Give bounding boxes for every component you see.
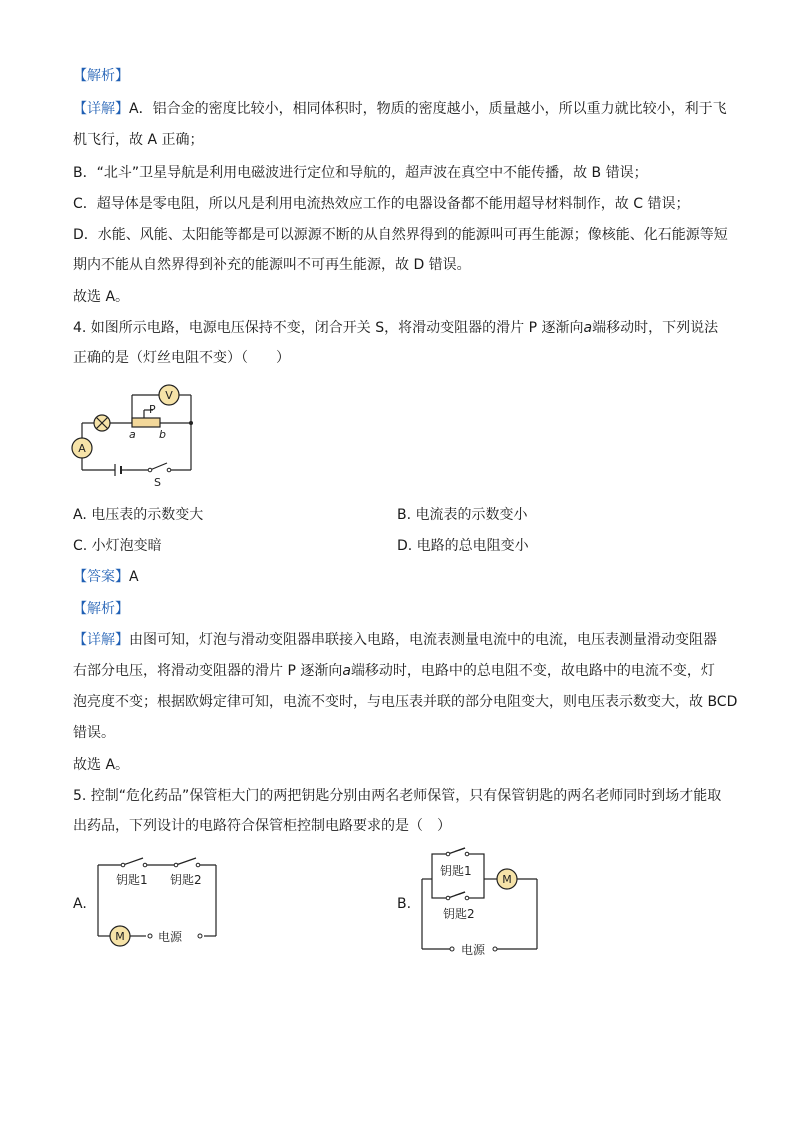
power-label: 电源 xyxy=(158,930,183,944)
detail-line: 机飞行，故 A 正确； xyxy=(73,132,204,148)
answer-tag: 【答案】 xyxy=(73,569,129,585)
question-5-stem-cont: 出药品，下列设计的电路符合保管柜控制电路要求的是（ ） xyxy=(73,818,451,834)
detail-tag: 【详解】 xyxy=(73,101,129,117)
switch-contact xyxy=(196,863,200,867)
lamp-icon xyxy=(94,415,110,431)
voltmeter-label: V xyxy=(165,389,173,402)
terminal-dot xyxy=(450,947,454,951)
option-d-explanation: D．水能、风能、太阳能等都是可以源源不断的从自然界得到的能源叫可再生能源；像核能、化石能源等短 xyxy=(73,227,728,243)
option-b: B. 电流表的示数变小 xyxy=(397,507,528,523)
analysis-tag: 【解析】 xyxy=(73,601,129,617)
terminal-dot xyxy=(198,934,202,938)
detail-text: 由图可知，灯泡与滑动变阻器串联接入电路，电流表测量电流中的电流，电压表测量滑动变阻器 xyxy=(129,632,717,648)
rheostat xyxy=(132,418,160,427)
detail-text: A．铝合金的密度比较小，相同体积时，物质的密度越小，质量越小，所以重力就比较小，利于飞 xyxy=(129,101,727,117)
detail-var: a xyxy=(342,663,351,679)
terminal-dot xyxy=(148,934,152,938)
switch-contact xyxy=(167,468,171,472)
detail-text: 端移动时，电路中的总电阻不变，故电路中的电流不变，灯 xyxy=(350,663,715,679)
detail-line xyxy=(73,99,727,119)
option-c-explanation: C．超导体是零电阻，所以凡是利用电流热效应工作的电器设备都不能用超导材料制作，故 C 错误； xyxy=(73,196,690,212)
switch-contact xyxy=(465,852,469,856)
answer-value: A xyxy=(129,569,139,585)
ammeter-label: A xyxy=(78,442,86,455)
circuit-option-b xyxy=(415,846,545,966)
detail-text: 右部分电压，将滑动变阻器的滑片 P 逐渐向 xyxy=(73,663,343,679)
option-d: D. 电路的总电阻变小 xyxy=(397,538,529,554)
stem-text: 端移动时，下列说法 xyxy=(592,320,719,336)
question-4-stem xyxy=(73,318,718,338)
stem-var: a xyxy=(583,320,593,336)
circuit-option-a xyxy=(90,852,230,952)
choose-answer: 故选 A。 xyxy=(73,289,130,305)
detail-line: 错误。 xyxy=(73,725,115,741)
switch-gap xyxy=(449,851,467,857)
junction-dot xyxy=(189,421,193,425)
circuit-diagram-q4 xyxy=(70,380,210,490)
key2-label: 钥匙2 xyxy=(443,907,475,921)
switch-contact xyxy=(446,852,450,856)
option-b-explanation: B．“北斗”卫星导航是利用电磁波进行定位和导航的，超声波在真空中不能传播，故 B 错误； xyxy=(73,165,648,181)
option-a: A. 电压表的示数变大 xyxy=(73,507,204,523)
detail-line xyxy=(73,661,715,681)
key1-label: 钥匙1 xyxy=(440,864,472,878)
slider-label: P xyxy=(149,403,156,416)
switch-contact xyxy=(465,896,469,900)
option-b-label: B. xyxy=(397,896,412,912)
rheostat-end-a: a xyxy=(129,428,136,441)
question-5-stem: 5. 控制“危化药品”保管柜大门的两把钥匙分别由两名老师保管，只有保管钥匙的两名老师同时到场才能取 xyxy=(73,788,722,804)
detail-line xyxy=(73,630,717,650)
option-d-explanation-cont: 期内不能从自然界得到补充的能源叫不可再生能源，故 D 错误。 xyxy=(73,257,471,273)
key1-label: 钥匙1 xyxy=(116,873,148,887)
switch-label: S xyxy=(154,476,161,489)
rheostat-end-b: b xyxy=(159,428,166,441)
analysis-tag: 【解析】 xyxy=(73,68,129,84)
key2-label: 钥匙2 xyxy=(170,873,202,887)
switch-contact xyxy=(174,863,178,867)
option-c: C. 小灯泡变暗 xyxy=(73,538,162,554)
switch-contact xyxy=(121,863,125,867)
stem-text: 4. 如图所示电路，电源电压保持不变，闭合开关 S，将滑动变阻器的滑片 P 逐渐向 xyxy=(73,320,584,336)
switch-contact xyxy=(143,863,147,867)
question-4-stem-cont: 正确的是（灯丝电阻不变）（ ） xyxy=(73,350,290,366)
motor-label: M xyxy=(115,930,125,943)
power-label: 电源 xyxy=(461,943,486,957)
switch-gap xyxy=(449,895,467,901)
answer-line xyxy=(73,567,139,587)
option-a-label: A. xyxy=(73,896,87,912)
detail-tag: 【详解】 xyxy=(73,632,129,648)
motor-label: M xyxy=(502,873,512,886)
choose-answer: 故选 A。 xyxy=(73,757,130,773)
switch-contact xyxy=(148,468,152,472)
switch-contact xyxy=(446,896,450,900)
terminal-dot xyxy=(493,947,497,951)
detail-line: 泡亮度不变；根据欧姆定律可知，电流不变时，与电压表并联的部分电阻变大，则电压表示数变大，故 BCD xyxy=(73,694,738,710)
